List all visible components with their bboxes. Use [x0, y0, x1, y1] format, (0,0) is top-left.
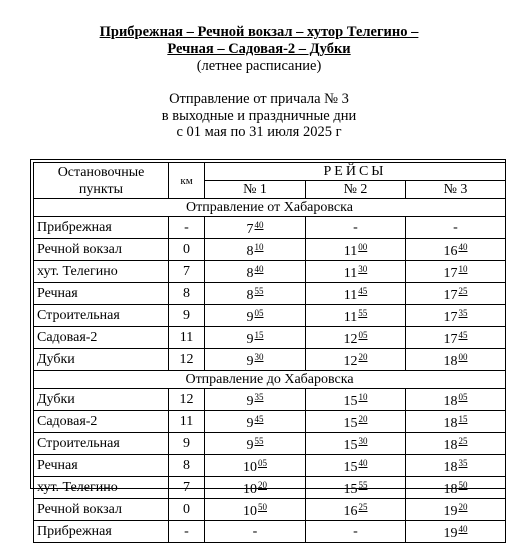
time-minutes: 05 [358, 330, 368, 340]
stop-name: Речной вокзал [34, 239, 169, 261]
departure-time-trip-3 [406, 521, 506, 543]
table-row [34, 349, 506, 371]
departure-time-trip-2 [306, 327, 406, 349]
time-hours: 18 [443, 394, 458, 409]
stop-km: 9 [169, 433, 205, 455]
trip-1-header: № 1 [205, 181, 306, 199]
document-header [0, 24, 518, 141]
stop-km: 7 [169, 477, 205, 499]
departure-time-trip-3 [406, 411, 506, 433]
stop-name: Речной вокзал [34, 499, 169, 521]
departure-time-trip-2: - [306, 521, 406, 543]
time-minutes: 20 [358, 414, 368, 424]
operating-days: в выходные и праздничные дни [161, 107, 357, 124]
departure-time-trip-3 [406, 389, 506, 411]
departure-time-trip-2 [306, 305, 406, 327]
time-minutes: 55 [358, 480, 368, 490]
time-hours: 10 [243, 482, 257, 497]
stop-km: 0 [169, 499, 205, 521]
stop-km: 0 [169, 239, 205, 261]
departure-time-trip-3 [406, 433, 506, 455]
table-row [34, 521, 506, 543]
stop-km: - [169, 217, 205, 239]
table-row [34, 217, 506, 239]
time-minutes: 20 [458, 502, 468, 512]
section-row [34, 371, 506, 389]
time-minutes: 10 [254, 242, 264, 252]
table-row [34, 261, 506, 283]
departure-time-trip-3: - [406, 217, 506, 239]
time-minutes: 45 [458, 330, 468, 340]
time-minutes: 45 [254, 414, 264, 424]
time-minutes: 55 [254, 436, 264, 446]
stop-name: Дубки [34, 389, 169, 411]
departure-time-trip-3 [406, 327, 506, 349]
time-hours: 9 [246, 332, 254, 347]
departure-time-trip-1 [205, 305, 306, 327]
time-minutes: 40 [254, 220, 264, 230]
trip-2-header: № 2 [306, 181, 406, 199]
time-hours: 19 [443, 504, 458, 519]
time-hours: 19 [443, 526, 458, 541]
time-hours: 18 [443, 416, 458, 431]
time-minutes: 05 [254, 308, 264, 318]
time-hours: 11 [343, 310, 358, 325]
table-row [34, 499, 506, 521]
departure-time-trip-1 [205, 389, 306, 411]
stop-km: 12 [169, 389, 205, 411]
time-minutes: 40 [458, 524, 468, 534]
trip-3-header: № 3 [406, 181, 506, 199]
table-row [34, 283, 506, 305]
departure-time-trip-2 [306, 349, 406, 371]
section-label: Отправление до Хабаровска [34, 371, 506, 389]
departure-time-trip-2 [306, 389, 406, 411]
time-hours: 17 [443, 332, 458, 347]
time-minutes: 25 [458, 436, 468, 446]
stop-km: 8 [169, 283, 205, 305]
km-column-header: км [169, 163, 205, 199]
departure-pier: Отправление от причала № 3 [169, 91, 349, 107]
departure-time-trip-1 [205, 327, 306, 349]
departure-time-trip-1 [205, 499, 306, 521]
time-hours: 12 [343, 332, 358, 347]
time-hours: 17 [443, 266, 458, 281]
stop-name: хут. Телегино [34, 477, 169, 499]
departure-time-trip-1 [205, 455, 306, 477]
time-hours: 17 [443, 310, 458, 325]
stop-name: Прибрежная [34, 521, 169, 543]
stop-km: 11 [169, 327, 205, 349]
time-hours: 10 [243, 460, 257, 475]
departure-time-trip-2 [306, 239, 406, 261]
time-hours: 17 [443, 288, 458, 303]
time-minutes: 00 [358, 242, 368, 252]
time-hours: 7 [246, 222, 254, 237]
stop-name: Строительная [34, 305, 169, 327]
departure-time-trip-1 [205, 261, 306, 283]
time-hours: 11 [343, 266, 358, 281]
time-minutes: 35 [458, 458, 468, 468]
departure-time-trip-3 [406, 239, 506, 261]
stops-column-header: Остановочные пункты [34, 163, 169, 199]
stop-km: 11 [169, 411, 205, 433]
departure-time-trip-1 [205, 217, 306, 239]
section-label: Отправление от Хабаровска [34, 199, 506, 217]
time-hours: 9 [246, 438, 254, 453]
time-hours: 15 [343, 460, 358, 475]
departure-time-trip-1 [205, 349, 306, 371]
schedule-season: (летнее расписание) [196, 58, 322, 74]
trips-header: РЕЙСЫ [205, 163, 506, 181]
time-hours: 15 [343, 482, 358, 497]
schedule-table [33, 162, 506, 543]
validity-period: с 01 мая по 31 июля 2025 г [176, 124, 342, 140]
table-row [34, 411, 506, 433]
time-minutes: 00 [458, 352, 468, 362]
time-hours: 9 [246, 310, 254, 325]
time-hours: 10 [243, 504, 257, 519]
time-hours: 8 [246, 244, 254, 259]
time-minutes: 50 [258, 502, 267, 512]
stop-name: Садовая-2 [34, 327, 169, 349]
departure-time-trip-2 [306, 499, 406, 521]
stop-km: 8 [169, 455, 205, 477]
time-hours: 16 [343, 504, 358, 519]
time-minutes: 10 [358, 392, 368, 402]
departure-time-trip-2 [306, 261, 406, 283]
time-minutes: 40 [254, 264, 264, 274]
time-minutes: 30 [358, 436, 368, 446]
departure-time-trip-1 [205, 433, 306, 455]
schedule-body [34, 199, 506, 543]
table-row [34, 433, 506, 455]
time-minutes: 25 [458, 286, 468, 296]
time-hours: 16 [443, 244, 458, 259]
stop-km: 7 [169, 261, 205, 283]
time-hours: 18 [443, 438, 458, 453]
time-hours: 9 [246, 416, 254, 431]
departure-time-trip-3 [406, 477, 506, 499]
stop-km: 9 [169, 305, 205, 327]
stop-name: Строительная [34, 433, 169, 455]
departure-time-trip-2: - [306, 217, 406, 239]
departure-time-trip-1: - [205, 521, 306, 543]
time-hours: 11 [343, 244, 358, 259]
departure-time-trip-3 [406, 305, 506, 327]
time-hours: 18 [443, 460, 458, 475]
time-hours: 9 [246, 394, 254, 409]
time-hours: 15 [343, 438, 358, 453]
time-minutes: 55 [254, 286, 264, 296]
time-minutes: 35 [458, 308, 468, 318]
departure-time-trip-2 [306, 433, 406, 455]
table-row [34, 239, 506, 261]
time-hours: 18 [443, 482, 458, 497]
table-row [34, 477, 506, 499]
time-minutes: 20 [258, 480, 267, 490]
time-minutes: 40 [458, 242, 468, 252]
departure-time-trip-2 [306, 283, 406, 305]
departure-time-trip-3 [406, 455, 506, 477]
time-minutes: 20 [358, 352, 368, 362]
departure-time-trip-2 [306, 411, 406, 433]
departure-time-trip-2 [306, 455, 406, 477]
stop-name: Речная [34, 455, 169, 477]
time-hours: 18 [443, 354, 458, 369]
time-minutes: 55 [358, 308, 368, 318]
time-hours: 11 [343, 288, 358, 303]
departure-time-trip-3 [406, 261, 506, 283]
time-hours: 15 [343, 416, 358, 431]
route-title-line1: Прибрежная – Речной вокзал – хутор Телегино – [99, 24, 419, 40]
departure-time-trip-1 [205, 411, 306, 433]
time-hours: 8 [246, 288, 254, 303]
time-minutes: 05 [458, 392, 468, 402]
departure-time-trip-3 [406, 499, 506, 521]
stop-name: хут. Телегино [34, 261, 169, 283]
time-minutes: 10 [458, 264, 468, 274]
departure-time-trip-3 [406, 283, 506, 305]
time-minutes: 30 [358, 264, 368, 274]
time-minutes: 35 [254, 392, 264, 402]
departure-time-trip-1 [205, 477, 306, 499]
time-hours: 8 [246, 266, 254, 281]
time-minutes: 15 [458, 414, 468, 424]
departure-time-trip-2 [306, 477, 406, 499]
stop-name: Садовая-2 [34, 411, 169, 433]
stop-name: Речная [34, 283, 169, 305]
table-row [34, 327, 506, 349]
time-minutes: 05 [258, 458, 267, 468]
table-row [34, 389, 506, 411]
time-minutes: 40 [358, 458, 368, 468]
departure-time-trip-1 [205, 283, 306, 305]
time-minutes: 25 [358, 502, 368, 512]
time-minutes: 50 [458, 480, 468, 490]
time-hours: 15 [343, 394, 358, 409]
table-row [34, 455, 506, 477]
time-minutes: 15 [254, 330, 264, 340]
time-hours: 9 [246, 354, 254, 369]
section-row [34, 199, 506, 217]
time-minutes: 30 [254, 352, 264, 362]
time-hours: 12 [343, 354, 358, 369]
time-minutes: 45 [358, 286, 368, 296]
table-row [34, 305, 506, 327]
departure-time-trip-3 [406, 349, 506, 371]
departure-time-trip-1 [205, 239, 306, 261]
stop-km: 12 [169, 349, 205, 371]
route-title-line2: Речная – Садовая-2 – Дубки [167, 41, 351, 57]
stop-km: - [169, 521, 205, 543]
stop-name: Прибрежная [34, 217, 169, 239]
stop-name: Дубки [34, 349, 169, 371]
